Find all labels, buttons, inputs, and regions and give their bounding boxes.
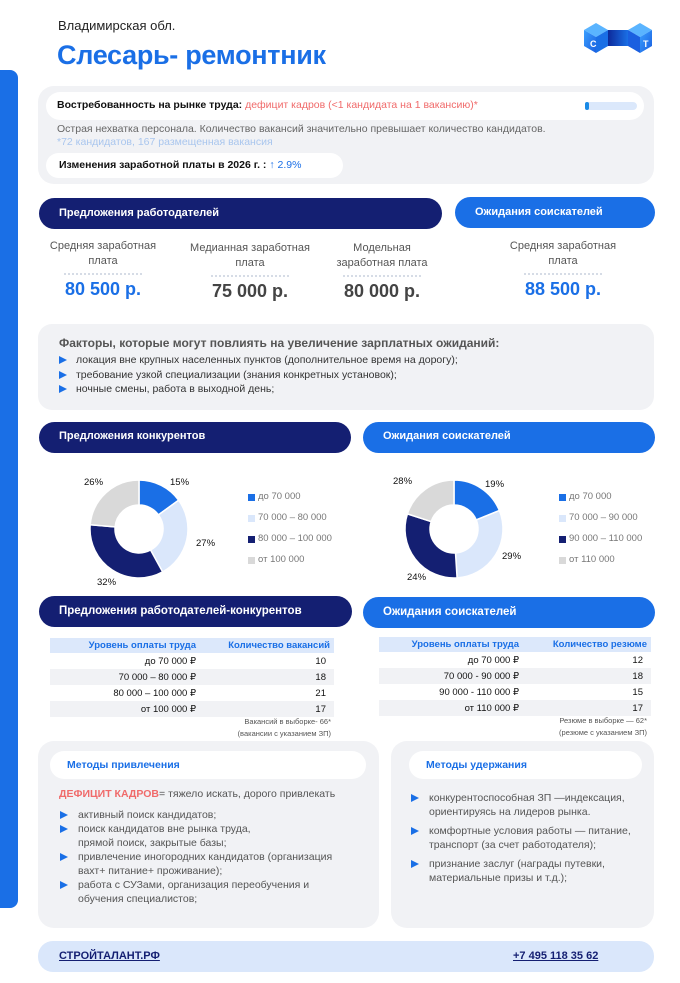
svg-text:T: T xyxy=(643,39,649,49)
legend-swatch xyxy=(248,557,255,564)
triangle-bullet-icon xyxy=(60,853,68,861)
stat-value: 75 000 р. xyxy=(211,281,289,301)
legend-item: до 70 000 xyxy=(248,491,332,512)
salary-change-text xyxy=(59,159,301,171)
shortage-description: Острая нехватка персонала. Количество вакансий значительно превышает количество кандидатов. xyxy=(57,123,546,135)
page-title: Слесарь- ремонтник xyxy=(57,40,326,70)
legend-swatch xyxy=(559,515,566,522)
list-item: поиск кандидатов вне рынка труда, прямой поиск, закрытые базы; xyxy=(60,822,360,850)
seekers-legend xyxy=(559,491,642,575)
retention-methods-panel xyxy=(391,741,654,928)
demand-value: дефицит кадров (<1 кандидата на 1 вакансию)* xyxy=(245,99,478,111)
attraction-methods-panel xyxy=(38,741,379,928)
legend-swatch xyxy=(248,515,255,522)
employers-offers-header: Предложения работодателей xyxy=(39,198,442,229)
table-header-row xyxy=(379,637,651,652)
stat-modal-salary xyxy=(330,241,434,302)
legend-item: 80 000 – 100 000 xyxy=(248,533,332,554)
table-header-row xyxy=(50,638,334,653)
column-header: Уровень оплаты труда xyxy=(50,638,200,653)
list-item: ночные смены, работа в выходной день; xyxy=(59,382,458,397)
table-row: 70 000 – 80 000 ₽ 18 xyxy=(50,669,334,685)
triangle-bullet-icon xyxy=(59,385,67,393)
factors-panel xyxy=(38,324,654,410)
stat-expected-salary xyxy=(502,239,624,300)
legend-item: от 110 000 xyxy=(559,554,642,575)
slice-90000-110000 xyxy=(405,514,457,578)
competitors-offers-header: Предложения конкурентов xyxy=(39,422,351,453)
stat-average-salary xyxy=(43,239,163,300)
competitors-donut-chart xyxy=(88,478,190,580)
slice-70000-90000 xyxy=(456,511,503,578)
seekers-donut-chart xyxy=(403,478,505,580)
legend-item: 90 000 – 110 000 xyxy=(559,533,642,554)
competitors-legend xyxy=(248,491,332,575)
list-item: комфортные условия работы — питание, транспорт (за счет работодателя); xyxy=(411,824,646,852)
legend-swatch xyxy=(248,494,255,501)
stat-label: Средняя заработная плата xyxy=(509,240,617,267)
stat-label: Модельная заработная плата xyxy=(336,242,428,269)
list-item: конкурентоспособная ЗП —индексация, ориентируясь на лидеров рынка. xyxy=(411,791,646,819)
seekers-chart-header: Ожидания соискателей xyxy=(363,422,655,453)
data-label: 29% xyxy=(502,551,522,562)
data-label: 24% xyxy=(407,572,427,583)
divider xyxy=(211,275,289,277)
demand-indicator-fill xyxy=(585,102,589,110)
triangle-bullet-icon xyxy=(411,860,419,868)
triangle-bullet-icon xyxy=(411,794,419,802)
retention-methods-list xyxy=(411,791,646,885)
factors-list xyxy=(59,353,458,397)
data-label: 28% xyxy=(393,476,413,487)
triangle-bullet-icon xyxy=(59,356,67,364)
stat-label: Медианная заработная плата xyxy=(190,242,310,269)
data-label: 19% xyxy=(485,479,505,490)
shortage-highlight: ДЕФИЦИТ КАДРОВ xyxy=(59,788,160,800)
stat-value: 80 000 р. xyxy=(343,281,421,301)
table-row: до 70 000 ₽ 10 xyxy=(144,655,326,667)
attraction-methods-list xyxy=(60,808,360,906)
divider xyxy=(64,273,142,275)
triangle-bullet-icon xyxy=(60,811,68,819)
table-row: 70 000 - 90 000 ₽ 18 xyxy=(379,668,651,684)
legend-swatch xyxy=(559,557,566,564)
demand-pill xyxy=(46,92,644,120)
list-item: признание заслуг (награды путевки, материальные призы и т.д.); xyxy=(411,857,646,885)
demand-indicator-bar xyxy=(585,102,637,110)
legend-swatch xyxy=(248,536,255,543)
footer-bar xyxy=(38,941,654,972)
demand-label: Востребованность на рынке труда: xyxy=(57,99,243,111)
data-label: 26% xyxy=(84,477,104,488)
legend-item: от 100 000 xyxy=(248,554,332,575)
employers-competitors-header: Предложения работодателей-конкурентов xyxy=(39,596,352,627)
data-label: 27% xyxy=(196,538,216,549)
stat-value: 80 500 р. xyxy=(64,279,142,299)
triangle-bullet-icon xyxy=(60,881,68,889)
retention-methods-title: Методы удержания xyxy=(409,751,642,779)
column-header: Количество вакансий xyxy=(200,638,334,653)
stat-label: Средняя заработная плата xyxy=(49,240,157,267)
factors-title: Факторы, которые могут повлиять на увеличение зарплатных ожиданий: xyxy=(59,336,500,350)
data-label: 15% xyxy=(170,477,190,488)
list-item: работа с СУЗами, организация переобучения и обучения специалистов; xyxy=(60,878,360,906)
legend-swatch xyxy=(559,494,566,501)
slice-80000-100000 xyxy=(90,525,163,578)
column-header: Количество резюме xyxy=(523,637,651,652)
table-row: 80 000 – 100 000 ₽ 21 xyxy=(113,687,326,699)
list-item: требование узкой специализации (знания конкретных установок); xyxy=(59,368,458,383)
seekers-salary-table xyxy=(379,637,651,716)
table-row: от 100 000 ₽ 17 xyxy=(50,701,334,717)
legend-item: 70 000 – 80 000 xyxy=(248,512,332,533)
data-label: 32% xyxy=(97,577,117,588)
legend-item: 70 000 – 90 000 xyxy=(559,512,642,533)
column-header: Уровень оплаты труда xyxy=(379,637,523,652)
legend-item: до 70 000 xyxy=(559,491,642,512)
seekers-table-header: Ожидания соискателей xyxy=(363,597,655,628)
slice-from-110000 xyxy=(407,480,454,522)
stat-value: 88 500 р. xyxy=(524,279,602,299)
cube-logo-icon xyxy=(582,20,654,56)
triangle-bullet-icon xyxy=(59,371,67,379)
side-accent-bar xyxy=(0,70,18,908)
table-row: 90 000 - 110 000 ₽ 15 xyxy=(439,686,643,698)
legend-swatch xyxy=(559,536,566,543)
table-row: от 110 000 ₽ 17 xyxy=(379,700,651,716)
list-item: привлечение иногородних кандидатов (организация вахт+ питание+ проживание); xyxy=(60,850,360,878)
salary-change-value: 2.9% xyxy=(277,159,302,171)
demand-text xyxy=(57,99,478,111)
triangle-bullet-icon xyxy=(411,827,419,835)
seekers-expectations-header: Ожидания соискателей xyxy=(455,197,655,228)
salary-change-label: Изменения заработной платы в 2026 г. : xyxy=(59,159,267,171)
triangle-bullet-icon xyxy=(60,825,68,833)
list-item: локация вне крупных населенных пунктов (дополнительное время на дорогу); xyxy=(59,353,458,368)
divider xyxy=(524,273,602,275)
arrow-up-icon: ↑ xyxy=(269,159,275,171)
list-item: активный поиск кандидатов; xyxy=(60,808,360,822)
market-demand-panel xyxy=(38,86,654,184)
seekers-sample-note: Резюме в выборке — 62* (резюме с указанием ЗП) xyxy=(559,716,647,737)
attraction-methods-title: Методы привлечения xyxy=(50,751,366,779)
phone-link[interactable]: +7 495 118 35 62 xyxy=(513,950,599,962)
attraction-lead: ДЕФИЦИТ КАДРОВ= тяжело искать, дорого привлекать xyxy=(59,788,336,800)
salary-change-pill xyxy=(46,153,343,178)
employers-sample-note: Вакансий в выборке- 66* (вакансии с указанием ЗП) xyxy=(237,717,331,738)
divider xyxy=(343,275,421,277)
employers-salary-table xyxy=(50,638,334,717)
region-label: Владимирская обл. xyxy=(58,18,176,33)
website-link[interactable]: СТРОЙТАЛАНТ.РФ xyxy=(59,950,160,962)
shortage-note: *72 кандидатов, 167 размещенная вакансия xyxy=(57,136,273,148)
stat-median-salary xyxy=(186,241,314,302)
table-row: до 70 000 ₽ 12 xyxy=(467,654,643,666)
svg-text:C: C xyxy=(590,39,597,49)
